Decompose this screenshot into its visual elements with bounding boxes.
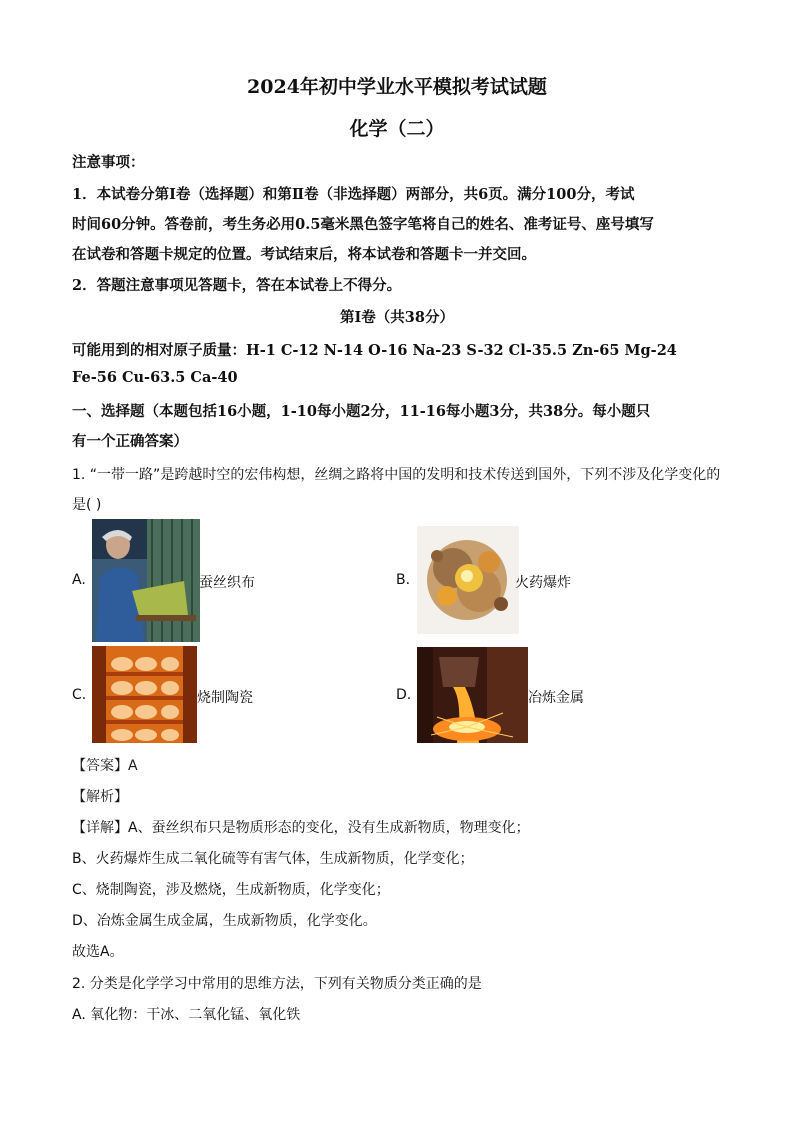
option-a-letter: A.	[72, 572, 86, 588]
option-d-letter: D.	[396, 687, 412, 703]
answer-tag: 【答案】A	[72, 758, 138, 774]
ceramics-kiln-photo	[92, 646, 197, 743]
option-b-label: 火药爆炸	[515, 575, 571, 591]
q2-stem: 2. 分类是化学学习中常用的思维方法，下列有关物质分类正确的是	[72, 976, 482, 992]
silk-weaving-photo	[92, 519, 200, 642]
option-c-label: 烧制陶瓷	[197, 690, 253, 706]
exam-subtitle: 化学（二）	[349, 118, 445, 140]
section-heading: 第Ⅰ卷（共38分）	[340, 309, 454, 326]
option-b-letter: B.	[396, 572, 411, 588]
q1-stem: 是( )	[72, 497, 102, 513]
notice-line: 在试卷和答题卡规定的位置。考试结束后，将本试卷和答题卡一并交回。	[72, 246, 536, 263]
detail-line: D、冶炼金属生成金属，生成新物质，化学变化。	[72, 913, 377, 929]
detail-line: 【详解】A、蚕丝织布只是物质形态的变化，没有生成新物质，物理变化；	[72, 820, 530, 836]
metal-smelting-photo	[417, 647, 528, 743]
part-title: 一、选择题（本题包括16小题，1-10每小题2分，11-16每小题3分，共38分。每小题只	[72, 403, 651, 420]
exam-title: 2024年初中学业水平模拟考试试题	[247, 76, 547, 98]
option-a-label: 蚕丝织布	[199, 575, 255, 591]
notice-line: 时间60分钟。答卷前，考生务必用0.5毫米黑色签字笔将自己的姓名、准考证号、座号填写	[72, 216, 654, 233]
detail-line: 故选A。	[72, 944, 124, 960]
detail-line: C、烧制陶瓷，涉及燃烧，生成新物质，化学变化；	[72, 882, 390, 898]
atomic-masses-line: Fe-56 Cu-63.5 Ca-40	[72, 369, 238, 386]
option-c-letter: C.	[72, 687, 87, 703]
notice-heading: 注意事项：	[72, 154, 145, 171]
detail-line: B、火药爆炸生成二氧化硫等有害气体，生成新物质，化学变化；	[72, 851, 474, 867]
part-title: 有一个正确答案）	[72, 433, 188, 450]
notice-line: 2．答题注意事项见答题卡，答在本试卷上不得分。	[72, 277, 402, 294]
q1-stem: 1. “一带一路”是跨越时空的宏伟构想，丝绸之路将中国的发明和技术传送到国外，下列不涉及化学变化的	[72, 467, 721, 483]
q2-option-a: A. 氧化物：干冰、二氧化锰、氧化铁	[72, 1007, 301, 1023]
option-d-label: 冶炼金属	[528, 690, 584, 706]
gunpowder-explosion-photo	[417, 526, 519, 634]
notice-line: 1．本试卷分第Ⅰ卷（选择题）和第Ⅱ卷（非选择题）两部分，共6页。满分100分，考试	[72, 186, 635, 203]
atomic-masses-line: 可能用到的相对原子质量：H-1 C-12 N-14 O-16 Na-23 S-32 Cl-35.5 Zn-65 Mg-24	[72, 342, 677, 359]
analysis-tag: 【解析】	[72, 789, 128, 805]
